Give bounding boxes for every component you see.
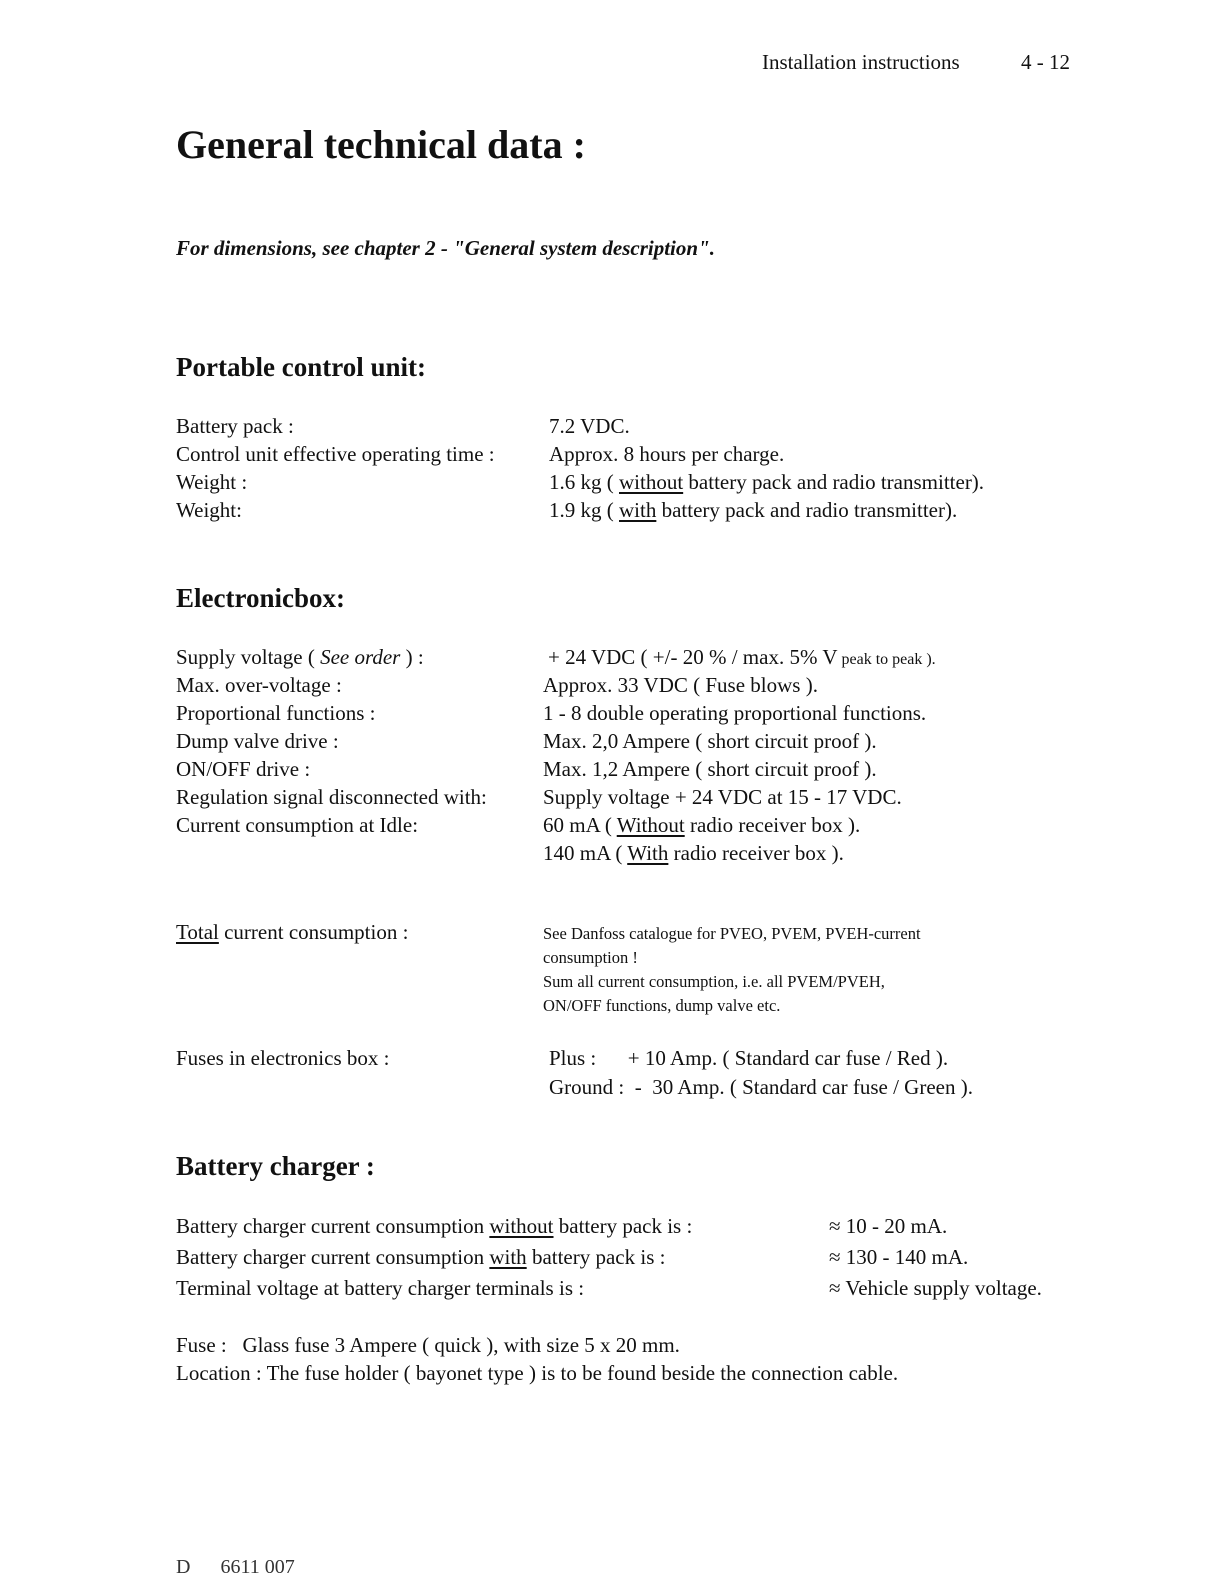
charger-label: Terminal voltage at battery charger terminals is : bbox=[176, 1276, 585, 1300]
charger-value: ≈ 130 - 140 mA. bbox=[829, 1245, 969, 1269]
spec-value: Max. 2,0 Ampere ( short circuit proof ). bbox=[543, 729, 877, 753]
charger-label: Battery charger current consumption with battery pack is : bbox=[176, 1245, 666, 1269]
total-note-line: See Danfoss catalogue for PVEO, PVEM, PVEH-current bbox=[543, 924, 921, 943]
spec-value: Approx. 33 VDC ( Fuse blows ). bbox=[543, 673, 818, 697]
charger-value: ≈ 10 - 20 mA. bbox=[829, 1214, 948, 1238]
total-note-line: ON/OFF functions, dump valve etc. bbox=[543, 996, 781, 1015]
document-reference: D 6611 007 bbox=[176, 1556, 295, 1578]
dimensions-note: For dimensions, see chapter 2 - "General system description". bbox=[176, 236, 715, 260]
spec-label: Current consumption at Idle: bbox=[176, 813, 419, 837]
spec-value: + 24 VDC ( +/- 20 % / max. 5% V peak to peak ). bbox=[548, 645, 936, 669]
spec-label: Dump valve drive : bbox=[176, 729, 339, 753]
spec-label: Fuses in electronics box : bbox=[176, 1046, 390, 1070]
spec-label: Total current consumption : bbox=[176, 920, 409, 944]
total-note-line: consumption ! bbox=[543, 948, 638, 967]
fuse-line: Fuse : Glass fuse 3 Ampere ( quick ), with size 5 x 20 mm. bbox=[176, 1333, 680, 1357]
spec-value: 140 mA ( With radio receiver box ). bbox=[543, 841, 844, 865]
spec-label: Battery pack : bbox=[176, 414, 294, 438]
spec-label: Weight: bbox=[176, 498, 242, 522]
total-note-line: Sum all current consumption, i.e. all PVEM/PVEH, bbox=[543, 972, 885, 991]
spec-value: 60 mA ( Without radio receiver box ). bbox=[543, 813, 861, 837]
spec-value: Supply voltage + 24 VDC at 15 - 17 VDC. bbox=[543, 785, 902, 809]
spec-label: Supply voltage ( See order ) : bbox=[176, 645, 424, 669]
spec-label: Regulation signal disconnected with: bbox=[176, 785, 487, 809]
spec-value: 1.6 kg ( without battery pack and radio transmitter). bbox=[549, 470, 985, 494]
spec-label: Proportional functions : bbox=[176, 701, 376, 725]
spec-value: Max. 1,2 Ampere ( short circuit proof ). bbox=[543, 757, 877, 781]
spec-value: 7.2 VDC. bbox=[549, 414, 630, 438]
section-heading-battery-charger: Battery charger : bbox=[176, 1151, 375, 1181]
spec-label: Control unit effective operating time : bbox=[176, 442, 495, 466]
section-heading-electronicbox: Electronicbox: bbox=[176, 583, 345, 613]
spec-value: Approx. 8 hours per charge. bbox=[549, 442, 785, 466]
spec-value: 1.9 kg ( with battery pack and radio transmitter). bbox=[549, 498, 958, 522]
header-title: Installation instructions bbox=[762, 50, 960, 74]
spec-value: 1 - 8 double operating proportional functions. bbox=[543, 701, 927, 725]
fuse-plus: Plus : + 10 Amp. ( Standard car fuse / Red ). bbox=[549, 1046, 949, 1070]
charger-label: Battery charger current consumption without battery pack is : bbox=[176, 1214, 693, 1238]
section-heading-portable-control-unit: Portable control unit: bbox=[176, 352, 426, 382]
location-line: Location : The fuse holder ( bayonet type ) is to be found beside the connection cable. bbox=[176, 1361, 899, 1385]
page-number: 4 - 12 bbox=[1021, 50, 1070, 74]
spec-label: Weight : bbox=[176, 470, 248, 494]
page-title: General technical data : bbox=[176, 122, 586, 167]
fuse-ground: Ground : - 30 Amp. ( Standard car fuse / Green ). bbox=[549, 1075, 973, 1099]
charger-value: ≈ Vehicle supply voltage. bbox=[829, 1276, 1042, 1300]
spec-label: Max. over-voltage : bbox=[176, 673, 342, 697]
spec-label: ON/OFF drive : bbox=[176, 757, 311, 781]
